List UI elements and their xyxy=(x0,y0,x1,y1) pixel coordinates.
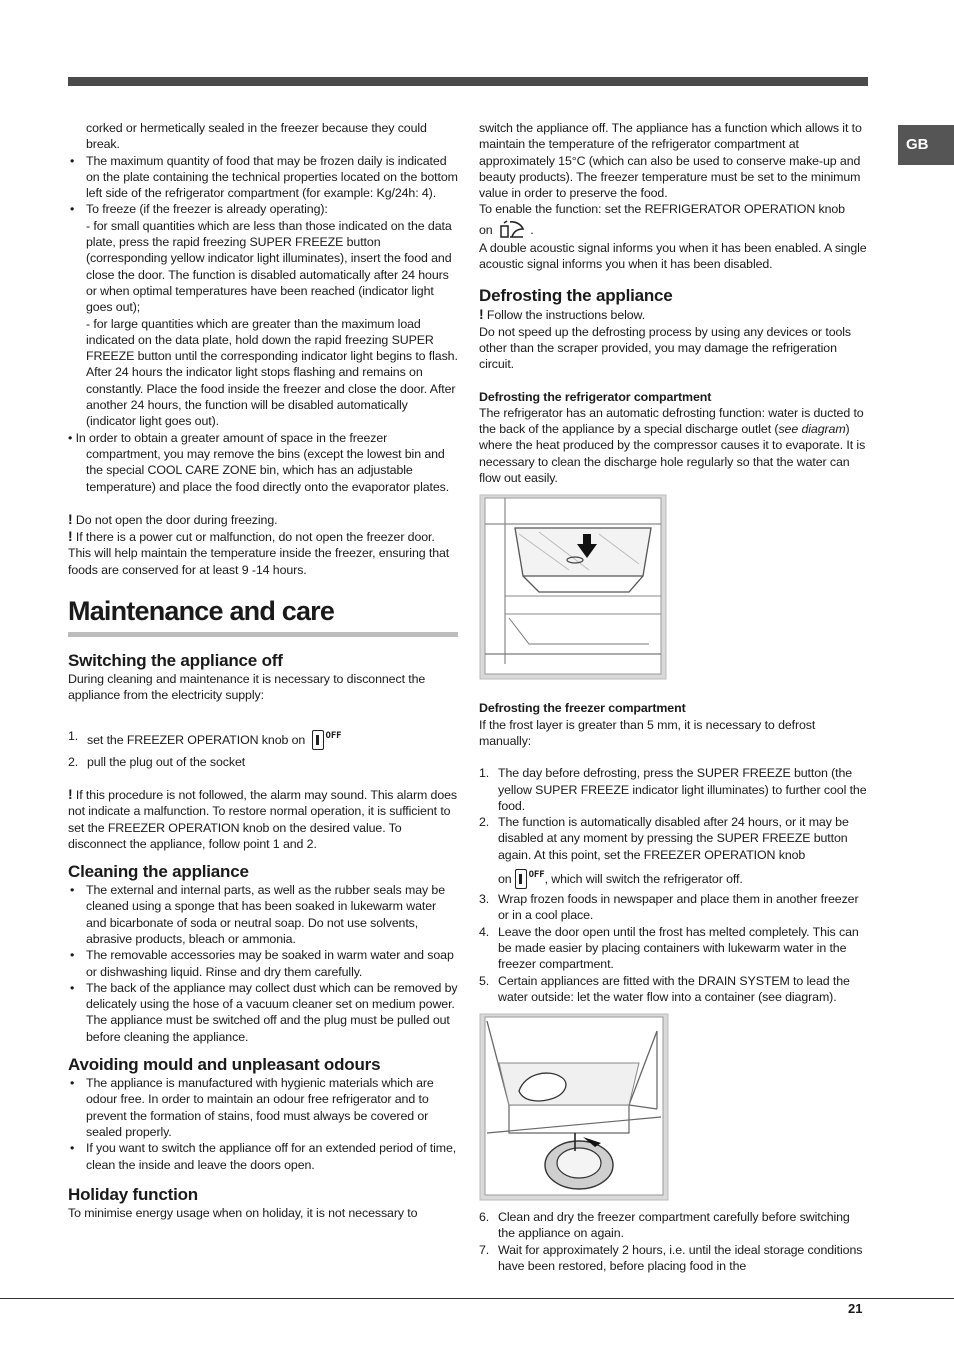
heading-switching-off: Switching the appliance off xyxy=(68,651,283,671)
alarm-note: ! If this procedure is not followed, the alarm may sound. This alarm does not indicate a malfunction. To restore normal operation, it is sufficient to set the FREEZER OPERATION knob on the desired value. To disconnect the appliance, follow point 1 and 2. xyxy=(68,785,458,851)
list-item: 5. Certain appliances are fitted with the DRAIN SYSTEM to lead the water outside: let the water flow into a container (see diagram). xyxy=(479,973,850,1004)
switch-steps xyxy=(68,728,458,770)
list-item: • The removable accessories may be soaked in warm water and soap or dishwashing liquid. Rinse and dry them carefully. xyxy=(68,947,458,980)
list-item: 3. Wrap frozen foods in newspaper and place them in another freezer or in a cool place. xyxy=(479,892,859,923)
follow-note: ! Follow the instructions below. xyxy=(479,306,646,323)
list-item: 1. set the FREEZER OPERATION knob on $^{OFF}$ xyxy=(68,728,458,750)
cleaning-list xyxy=(68,882,458,1045)
mould-list xyxy=(68,1075,458,1173)
holiday-continued: switch the appliance off. The appliance has a function which allows it to maintain the temperature of the refrigerator compartment at approximately 15°C (which can also be used to conserve make-up and beauty products). The freezer temperature must be set to the minimum value in order to preserve the food. xyxy=(479,121,862,201)
subheading-fridge-defrost: Defrosting the refrigerator compartment xyxy=(479,389,712,404)
list-item: • The maximum quantity of food that may be frozen daily is indicated on the plate containing the technical properties located on the bottom left side of the refrigerator compartment (for example: Kg/24h: 4). xyxy=(68,153,458,202)
exclamation-icon: ! xyxy=(68,785,73,802)
list-item: 4. Leave the door open until the frost has melted completely. This can be made easier by placing containers with lukewarm water in the freezer compartment. xyxy=(479,924,859,972)
list-item: 1. The day before defrosting, press the SUPER FREEZE button (the yellow SUPER FREEZE indicator light illuminates) to further cool the food. xyxy=(479,766,867,813)
enable-knob-line: on . xyxy=(479,220,867,240)
warning-note: ! Do not open the door during freezing. xyxy=(68,510,278,527)
knob-off-icon xyxy=(515,869,527,889)
holiday-function-icon xyxy=(499,220,527,240)
left-column xyxy=(68,120,458,1221)
space-tip-lead: • In order to obtain a greater amount of space in the freezer xyxy=(68,430,388,445)
signal-text: A double acoustic signal informs you when it has been enabled. A single acoustic signal informs you when it has been disabled. xyxy=(479,240,867,272)
defrost-steps xyxy=(479,765,867,1005)
footer-rule xyxy=(0,1298,954,1299)
defrost-warning: Do not speed up the defrosting process by using any devices or tools other than the scraper provided, you may damage the refrigeration circuit. xyxy=(479,324,852,372)
enable-instructions: To enable the function: set the REFRIGERATOR OPERATION knob xyxy=(479,202,845,217)
fridge-defrost-text: The refrigerator has an automatic defrosting function: water is ducted to the back of the appliance by a special discharge outlet (see diagram) where the heat produced by the compressor causes it to evaporate. It is necessary to clean the discharge hole regularly so that the water can flow out easily. xyxy=(479,405,866,486)
list-item: • To freeze (if the freezer is already operating): - for small quantities which are less than those indicated on the data plate, press the rapid freezing SUPER FREEZE button (corresponding yellow indicator light illuminates), insert the food and close the door. The function is disabled automatically after 24 hours or when optimal temperatures have been reached (indicator light goes out); - for large quantities which are greater than the maximum load indicated on the data plate, hold down the rapid freezing SUPER FREEZE button until the corresponding indicator light begins to flash. After 24 hours the indicator light stops flashing and remains on constantly. Place the food inside the freezer and close the door. After another 24 hours, the function will be disabled automatically (indicator light goes out). xyxy=(68,201,458,429)
page-number: 21 xyxy=(848,1301,863,1316)
exclamation-icon: ! xyxy=(68,510,73,527)
list-item: • The external and internal parts, as well as the rubber seals may be cleaned using a sponge that has been soaked in lukewarm water and bicarbonate of soda or neutral soap. Do not use solvents, abrasive products, bleach or ammonia. xyxy=(68,882,458,947)
list-item: • If you want to switch the appliance off for an extended period of time, clean the inside and leave the doors open. xyxy=(68,1140,458,1173)
exclamation-icon: ! xyxy=(68,528,73,545)
list-item: • The appliance is manufactured with hygienic materials which are odour free. In order to maintain an odour free refrigerator and to prevent the formation of stains, food must always be covered or sealed properly. xyxy=(68,1075,458,1140)
freeze-large-text: - for large quantities which are greater than the maximum load indicated on the data plate, hold down the rapid freezing SUPER FREEZE button until the corresponding indicator light begins to flash. After 24 hours the indicator light stops flashing and remains on constantly. Place the food inside the freezer and close the door. After another 24 hours, the function will be disabled automatically (indicator light goes out). xyxy=(86,316,458,429)
freezer-defrost-intro: If the frost layer is greater than 5 mm, it is necessary to defrost manually: xyxy=(479,717,816,748)
fridge-drain-diagram xyxy=(479,494,667,680)
subheading-freezer-defrost: Defrosting the freezer compartment xyxy=(479,701,686,716)
language-tab[interactable]: GB xyxy=(898,125,954,165)
heading-holiday: Holiday function xyxy=(68,1184,198,1204)
continued-text: corked or hermetically sealed in the freezer because they could break. xyxy=(86,121,427,152)
list-item: 6. Clean and dry the freezer compartment carefully before switching the appliance on again. xyxy=(479,1210,850,1241)
list-item: 2. pull the plug out of the socket xyxy=(68,754,246,769)
knob-off-icon xyxy=(312,730,324,750)
freezing-list xyxy=(68,153,458,430)
list-item: • The back of the appliance may collect dust which can be removed by delicately using the hose of a vacuum cleaner set on medium power. The appliance must be switched off and the plug must be pulled out before cleaning the appliance. xyxy=(68,980,458,1045)
list-item: 2. The function is automatically disabled after 24 hours, or it may be disabled at any moment by pressing the SUPER FREEZE button again. At this point, set the FREEZER OPERATION knob on $^{OFF}$, which will switch the refrigerator off. xyxy=(479,814,867,891)
header-rule xyxy=(68,77,868,86)
heading-cleaning: Cleaning the appliance xyxy=(68,862,249,882)
freeze-small-text: - for small quantities which are less than those indicated on the data plate, press the rapid freezing SUPER FREEZE button (corresponding yellow indicator light illuminates), insert the food and close the door. The function is disabled automatically after 24 hours or when optimal temperatures have been reached (indicator light goes out); xyxy=(86,218,452,315)
warning-note: ! If there is a power cut or malfunction, do not open the freezer door. This will help maintain the temperature inside the freezer, ensuring that foods are conserved for at least 9 -14 hours. xyxy=(68,528,450,577)
heading-mould: Avoiding mould and unpleasant odours xyxy=(68,1055,381,1075)
exclamation-icon: ! xyxy=(479,306,484,323)
freezer-drain-diagram xyxy=(479,1013,669,1201)
holiday-text: To minimise energy usage when on holiday, it is not necessary to xyxy=(68,1205,418,1220)
defrost-steps-continued xyxy=(479,1209,867,1274)
heading-defrosting: Defrosting the appliance xyxy=(479,286,673,306)
section-title: Maintenance and care xyxy=(68,596,458,637)
space-tip-rest: compartment, you may remove the bins (except the lowest bin and the special COOL CARE ZONE bin, which has an adjustable temperature) and place the food directly onto the evaporator plates. xyxy=(86,446,450,494)
list-item: 7. Wait for approximately 2 hours, i.e. until the ideal storage conditions have been restored, before placing food in the xyxy=(479,1242,863,1273)
switch-intro: During cleaning and maintenance it is necessary to disconnect the appliance from the electricity supply: xyxy=(68,672,426,703)
right-column xyxy=(479,120,867,1274)
